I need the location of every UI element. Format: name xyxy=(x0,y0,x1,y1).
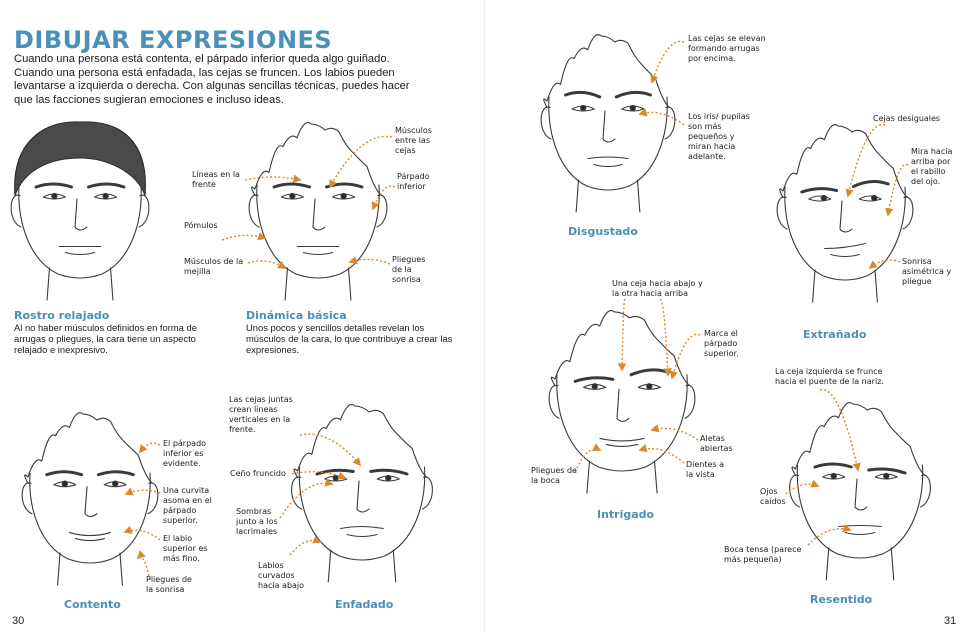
label-labio-superior: El labio superior es más fino. xyxy=(163,534,208,563)
face-angry xyxy=(292,405,433,582)
page-title: DIBUJAR EXPRESIONES xyxy=(14,26,333,54)
desc-dinamica-basica: Unos pocos y sencillos detalles revelan los músculos de la cara, lo que contribuye a crear las expresiones. xyxy=(246,322,453,356)
page-number-left: 30 xyxy=(12,615,25,627)
caption-dinamica-basica: Dinámica básica xyxy=(246,309,347,322)
annotation-arrow xyxy=(640,112,684,125)
label-cejas-se-elevan: Las cejas se elevan formando arrugas por encima. xyxy=(688,34,766,63)
annotation-arrow xyxy=(245,177,300,180)
label-parpado-evidente: El párpado inferior es evidente. xyxy=(163,439,207,468)
desc-rostro-relajado: Al no haber músculos definidos en forma de arrugas o pliegues, la cara tiene un aspecto relajado e inexpresivo. xyxy=(14,322,197,356)
caption-rostro-relajado: Rostro relajado xyxy=(14,309,110,322)
face-happy xyxy=(22,413,158,585)
caption-contento: Contento xyxy=(64,598,121,611)
label-ojos-caidos: Ojos caídos xyxy=(760,487,786,506)
annotation-arrow xyxy=(140,443,160,452)
annotation-arrow xyxy=(290,541,320,555)
caption-extranado: Extrañado xyxy=(803,328,867,341)
label-lineas-frente: Líneas en la frente xyxy=(192,170,240,189)
face-resentful xyxy=(790,403,931,580)
annotation-arrow xyxy=(125,530,160,540)
annotation-arrow xyxy=(672,334,700,378)
face-strange xyxy=(777,125,913,302)
label-pliegues-boca: Pliegues de la boca xyxy=(531,466,577,485)
label-curvita: Una curvita asoma en el párpado superior. xyxy=(163,486,212,525)
label-aletas-abiertas: Aletas abiertas xyxy=(700,434,733,453)
intro-paragraph: Cuando una persona está contenta, el párpado inferior queda algo guiñado. Cuando una persona está enfadada, las cejas se fruncen. Los labios pueden levantarse a izquierda o derecha. Con algunas sencillas técnicas, puedes hacer que las facciones sugieran emociones e incluso ideas. xyxy=(14,53,410,106)
label-dientes-vista: Dientes a la vista xyxy=(686,460,725,479)
label-cejas-desiguales: Cejas desiguales xyxy=(873,114,941,123)
annotation-arrow xyxy=(622,300,625,370)
label-labios-curvados: Labios curvados hacia abajo xyxy=(258,561,305,590)
label-marca-parpado: Marca el párpado superior. xyxy=(704,329,739,358)
label-mira-arriba: Mira hacia arriba por el rabillo del ojo. xyxy=(911,147,953,186)
face-basic xyxy=(249,123,387,300)
face-disgusted xyxy=(541,35,675,212)
annotation-arrow xyxy=(660,300,668,375)
label-cejas-juntas: Las cejas juntas crean líneas verticales en la frente. xyxy=(229,395,293,434)
label-sombras: Sombras junto a los lacrimales xyxy=(236,507,278,536)
caption-resentido: Resentido xyxy=(810,593,873,606)
label-una-ceja: Una ceja hacia abajo y la otra hacia arriba xyxy=(612,279,703,298)
caption-intrigado: Intrigado xyxy=(597,508,655,521)
annotation-arrow xyxy=(652,41,684,82)
label-boca-tensa: Boca tensa (parece más pequeña) xyxy=(724,545,802,564)
label-musculos-mejilla: Músculos de la mejilla xyxy=(184,257,244,276)
face-relaxed xyxy=(11,122,149,300)
annotation-arrow xyxy=(222,235,265,240)
label-parpado-inferior: Párpado inferior xyxy=(397,172,430,191)
label-pomulos: Pómulos xyxy=(184,221,218,230)
annotation-arrow xyxy=(330,136,392,187)
label-pliegues-sonrisa-contento: Pliegues de la sonrisa xyxy=(146,575,192,594)
page-number-right: 31 xyxy=(944,615,957,627)
caption-disgustado: Disgustado xyxy=(568,225,638,238)
label-iris-pupilas: Los iris/ pupilas son más pequeños y miran hacia adelante. xyxy=(688,112,750,161)
annotation-arrow xyxy=(126,490,160,494)
caption-enfadado: Enfadado xyxy=(335,598,394,611)
annotation-arrow xyxy=(820,390,858,470)
annotation-arrow xyxy=(280,483,332,518)
label-ceja-izquierda: La ceja izquierda se frunce hacia el puente de la nariz. xyxy=(775,367,884,386)
label-pliegues-sonrisa: Pliegues de la sonrisa xyxy=(392,255,426,284)
label-musculos-cejas: Músculos entre las cejas xyxy=(395,126,432,155)
annotation-arrow xyxy=(808,529,850,545)
annotation-arrow xyxy=(300,434,360,465)
label-sonrisa-asimetrica: Sonrisa asimétrica y pliegue xyxy=(902,257,952,286)
label-ceno-fruncido: Ceño fruncido xyxy=(230,469,286,478)
